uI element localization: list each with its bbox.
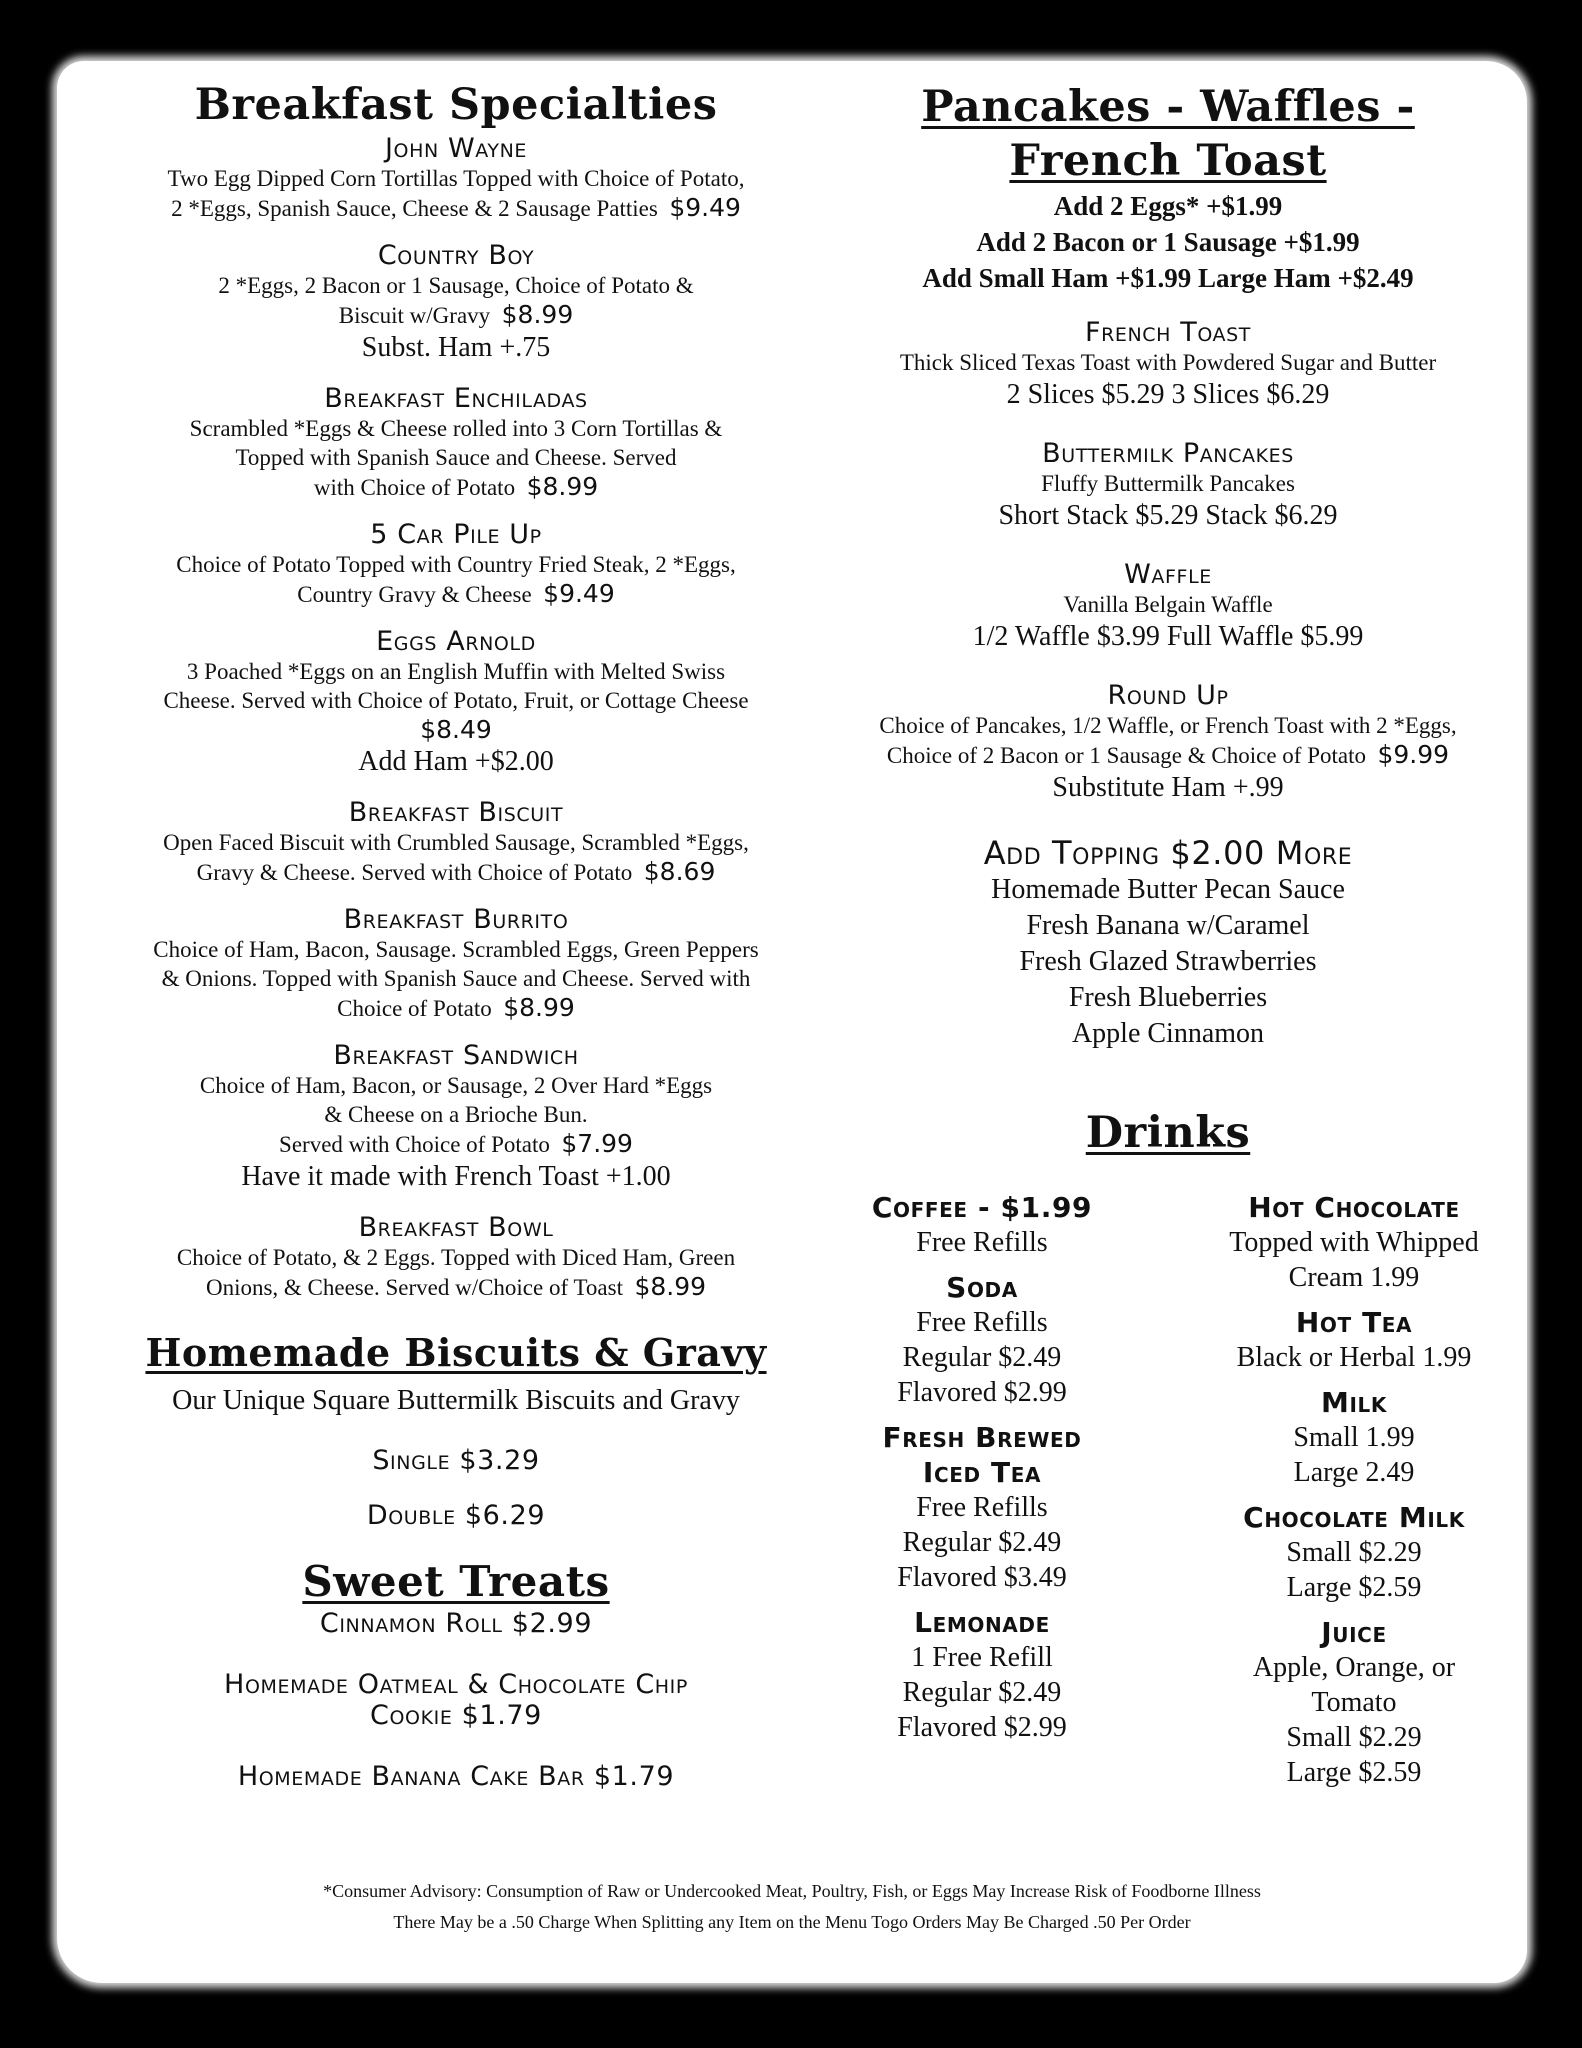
breakfast-title: Breakfast Specialties [194, 80, 718, 130]
desc-text: Country Gravy & Cheese [297, 582, 532, 607]
drink-line: Small 1.99 [1293, 1422, 1415, 1453]
desc-line: Choice of Pancakes, 1/2 Waffle, or French Toast with 2 *Eggs, [879, 713, 1457, 738]
item-desc [100, 271, 812, 330]
item-desc [100, 1071, 812, 1159]
desc-line [100, 472, 812, 502]
item-name: Round Up [1107, 680, 1229, 711]
split-charge-note: There May be a .50 Charge When Splitting any Item on the Menu Togo Orders May Be Charged .50 Per Order [393, 1912, 1191, 1932]
drink-item [832, 1605, 1132, 1745]
desc-line: Choice of Potato Topped with Country Fried Steak, 2 *Eggs, [176, 552, 736, 577]
item-desc [100, 828, 812, 887]
menu-item [832, 318, 1504, 413]
item-desc: Vanilla Belgain Waffle [1063, 592, 1273, 617]
topping-title: Add Topping $2.00 More [983, 834, 1353, 872]
biscuits-subtitle: Our Unique Square Buttermilk Biscuits and Gravy [172, 1385, 740, 1416]
desc-line: & Onions. Topped with Spanish Sauce and Cheese. Served with [161, 966, 751, 991]
menu-item [100, 905, 812, 1023]
desc-line [832, 740, 1504, 770]
item-desc [100, 657, 812, 744]
drink-item [1204, 1385, 1504, 1490]
item-name: Breakfast Burrito [343, 904, 569, 935]
drink-name: Chocolate Milk [1243, 1501, 1465, 1534]
pancakes-title [832, 80, 1504, 188]
item-extra: Have it made with French Toast +1.00 [241, 1161, 671, 1192]
drink-item [832, 1420, 1132, 1595]
item-price: $9.49 [669, 193, 741, 222]
treats-title: Sweet Treats [302, 1557, 610, 1606]
drink-line: Regular $2.49 [902, 1527, 1062, 1558]
drink-item [1204, 1500, 1504, 1605]
biscuits-title: Homemade Biscuits & Gravy [145, 1330, 767, 1375]
item-desc: Thick Sliced Texas Toast with Powdered Sugar and Butter [899, 350, 1437, 375]
treat-item: Cookie $1.79 [370, 1700, 542, 1731]
item-prices: Short Stack $5.29 Stack $6.29 [998, 500, 1338, 531]
item-price: $8.99 [634, 1272, 707, 1301]
drink-line: Topped with Whipped [1229, 1227, 1479, 1258]
item-name: Eggs Arnold [376, 626, 536, 657]
item-price: $8.99 [503, 993, 575, 1022]
drink-line: Flavored $2.99 [897, 1712, 1067, 1743]
item-price: $9.49 [543, 579, 615, 608]
item-name: John Wayne [384, 133, 528, 164]
desc-line [100, 857, 812, 887]
item-price: $8.49 [420, 715, 492, 744]
item-name: Waffle [1124, 559, 1212, 590]
consumer-advisory: *Consumer Advisory: Consumption of Raw or Undercooked Meat, Poultry, Fish, or Eggs May Increase Risk of Foodborne Illness [323, 1881, 1261, 1901]
topping-item: Apple Cinnamon [1071, 1018, 1265, 1049]
desc-text: Biscuit w/Gravy [338, 303, 491, 328]
pancakes-title-line: French Toast [1009, 136, 1327, 186]
drink-line: Black or Herbal 1.99 [1236, 1342, 1472, 1373]
desc-line: Open Faced Biscuit with Crumbled Sausage, Scrambled *Eggs, [163, 830, 749, 855]
drink-name: Hot Chocolate [1248, 1191, 1460, 1224]
item-desc [832, 711, 1504, 770]
desc-text: 2 *Eggs, Spanish Sauce, Cheese & 2 Sausage Patties [171, 196, 658, 221]
topping-item: Homemade Butter Pecan Sauce [991, 874, 1345, 905]
item-desc [100, 164, 812, 223]
menu-item [100, 627, 812, 780]
item-name: Breakfast Bowl [358, 1212, 554, 1243]
item-name: Country Boy [377, 240, 535, 271]
desc-line [100, 300, 812, 330]
desc-text: with Choice of Potato [313, 475, 516, 500]
desc-text: Served with Choice of Potato [279, 1132, 550, 1157]
menu-item [100, 1213, 812, 1302]
desc-line: & Cheese on a Brioche Bun. [324, 1102, 588, 1127]
treat-item: Homemade Oatmeal & Chocolate Chip [224, 1669, 688, 1700]
item-extra: Subst. Ham +.75 [361, 332, 551, 363]
item-desc [100, 414, 812, 502]
drink-name: Lemonade [914, 1606, 1050, 1639]
drink-line: Large $2.59 [1286, 1757, 1422, 1788]
addon-line: Add 2 Bacon or 1 Sausage +$1.99 [976, 227, 1360, 257]
menu-item [832, 439, 1504, 534]
desc-text: Choice of Potato [337, 996, 492, 1021]
desc-line [100, 193, 812, 223]
drink-line: 1 Free Refill [911, 1642, 1053, 1673]
desc-line: Topped with Spanish Sauce and Cheese. Served [235, 445, 677, 470]
item-price: $8.99 [501, 300, 574, 329]
item-price: $8.69 [643, 857, 716, 886]
footer [62, 1876, 1522, 1938]
item-price: $9.99 [1377, 740, 1450, 769]
menu-item [100, 134, 812, 223]
drink-item [1204, 1190, 1504, 1295]
addon-line: Add 2 Eggs* +$1.99 [1053, 191, 1283, 221]
drink-item [1204, 1615, 1504, 1790]
drink-line: Flavored $3.49 [897, 1562, 1067, 1593]
drink-name: Fresh Brewed [882, 1421, 1082, 1454]
treat-item: Homemade Banana Cake Bar $1.79 [237, 1761, 675, 1792]
topping-item: Fresh Glazed Strawberries [1019, 946, 1317, 977]
desc-line [100, 1129, 812, 1159]
menu-item [100, 241, 812, 366]
item-name: Breakfast Enchiladas [324, 383, 588, 414]
desc-line: Two Egg Dipped Corn Tortillas Topped with Choice of Potato, [167, 166, 745, 191]
menu-item [832, 560, 1504, 655]
menu-page [62, 66, 1522, 1978]
treat-item: Cinnamon Roll $2.99 [319, 1608, 593, 1639]
item-prices: 1/2 Waffle $3.99 Full Waffle $5.99 [972, 621, 1364, 652]
topping-item: Fresh Blueberries [1068, 982, 1268, 1013]
item-extra: Substitute Ham +.99 [1052, 772, 1284, 803]
desc-line: Scrambled *Eggs & Cheese rolled into 3 Corn Tortillas & [189, 416, 723, 441]
desc-text: Gravy & Cheese. Served with Choice of Potato [196, 860, 633, 885]
drink-name: Hot Tea [1295, 1306, 1413, 1339]
item-price: $7.99 [561, 1129, 633, 1158]
item-desc [100, 550, 812, 609]
item-desc [100, 1243, 812, 1302]
drink-name: Milk [1321, 1386, 1387, 1419]
drink-item [1204, 1305, 1504, 1375]
drink-item [832, 1270, 1132, 1410]
item-desc: Fluffy Buttermilk Pancakes [1041, 471, 1295, 496]
desc-text: Onions, & Cheese. Served w/Choice of Toast [205, 1275, 623, 1300]
pancakes-title-line: Pancakes - Waffles - [921, 82, 1415, 132]
item-name: Buttermilk Pancakes [1042, 438, 1294, 469]
item-price: $8.99 [526, 472, 599, 501]
drink-line: Regular $2.49 [902, 1342, 1062, 1373]
item-desc [100, 935, 812, 1023]
topping-item: Fresh Banana w/Caramel [1026, 910, 1310, 941]
desc-line: Choice of Ham, Bacon, or Sausage, 2 Over Hard *Eggs [199, 1073, 713, 1098]
item-name: Breakfast Biscuit [348, 797, 564, 828]
menu-item [832, 681, 1504, 806]
drink-line: Free Refills [916, 1492, 1048, 1523]
item-extra: Add Ham +$2.00 [358, 746, 554, 777]
right-column [832, 80, 1504, 1800]
drink-line: Small $2.29 [1286, 1537, 1422, 1568]
desc-text: Choice of 2 Bacon or 1 Sausage & Choice of Potato [886, 743, 1366, 768]
desc-line [100, 579, 812, 609]
desc-line: 2 *Eggs, 2 Bacon or 1 Sausage, Choice of Potato & [218, 273, 694, 298]
menu-item [100, 520, 812, 609]
drink-item [832, 1190, 1132, 1260]
desc-line: 3 Poached *Eggs on an English Muffin with Melted Swiss [186, 659, 726, 684]
drink-line: Tomato [1311, 1687, 1397, 1718]
drinks-grid [832, 1190, 1504, 1800]
drink-line: Large 2.49 [1293, 1457, 1415, 1488]
drink-line: Regular $2.49 [902, 1677, 1062, 1708]
drink-name: Iced Tea [922, 1456, 1042, 1489]
desc-line: Choice of Ham, Bacon, Sausage. Scrambled Eggs, Green Peppers [153, 937, 759, 962]
desc-line: Choice of Potato, & 2 Eggs. Topped with Diced Ham, Green [176, 1245, 736, 1270]
drink-name: Coffee - $1.99 [871, 1191, 1093, 1224]
drink-name: Juice [1321, 1616, 1387, 1649]
biscuits-double: Double $6.29 [366, 1500, 546, 1531]
menu-item [100, 1041, 812, 1195]
item-name: Breakfast Sandwich [333, 1040, 579, 1071]
drink-line: Cream 1.99 [1288, 1262, 1420, 1293]
menu-item [100, 798, 812, 887]
item-name: 5 Car Pile Up [370, 519, 542, 550]
drink-line: Apple, Orange, or [1252, 1652, 1456, 1683]
addon-line: Add Small Ham +$1.99 Large Ham +$2.49 [922, 263, 1414, 293]
drink-line: Large $2.59 [1286, 1572, 1422, 1603]
desc-line [100, 993, 812, 1023]
drink-line: Free Refills [916, 1307, 1048, 1338]
drink-line: Small $2.29 [1286, 1722, 1422, 1753]
drinks-right-column [1204, 1190, 1504, 1800]
item-prices: 2 Slices $5.29 3 Slices $6.29 [1006, 379, 1330, 410]
drink-name: Soda [946, 1271, 1018, 1304]
drink-line: Flavored $2.99 [897, 1377, 1067, 1408]
biscuits-single: Single $3.29 [372, 1445, 540, 1476]
menu-item [100, 384, 812, 502]
desc-line [100, 1272, 812, 1302]
drinks-title: Drinks [1085, 1108, 1251, 1158]
left-column [100, 80, 812, 1792]
item-name: French Toast [1084, 317, 1252, 348]
desc-line: Cheese. Served with Choice of Potato, Fruit, or Cottage Cheese [163, 688, 749, 713]
drinks-left-column [832, 1190, 1132, 1800]
drink-line: Free Refills [916, 1227, 1048, 1258]
